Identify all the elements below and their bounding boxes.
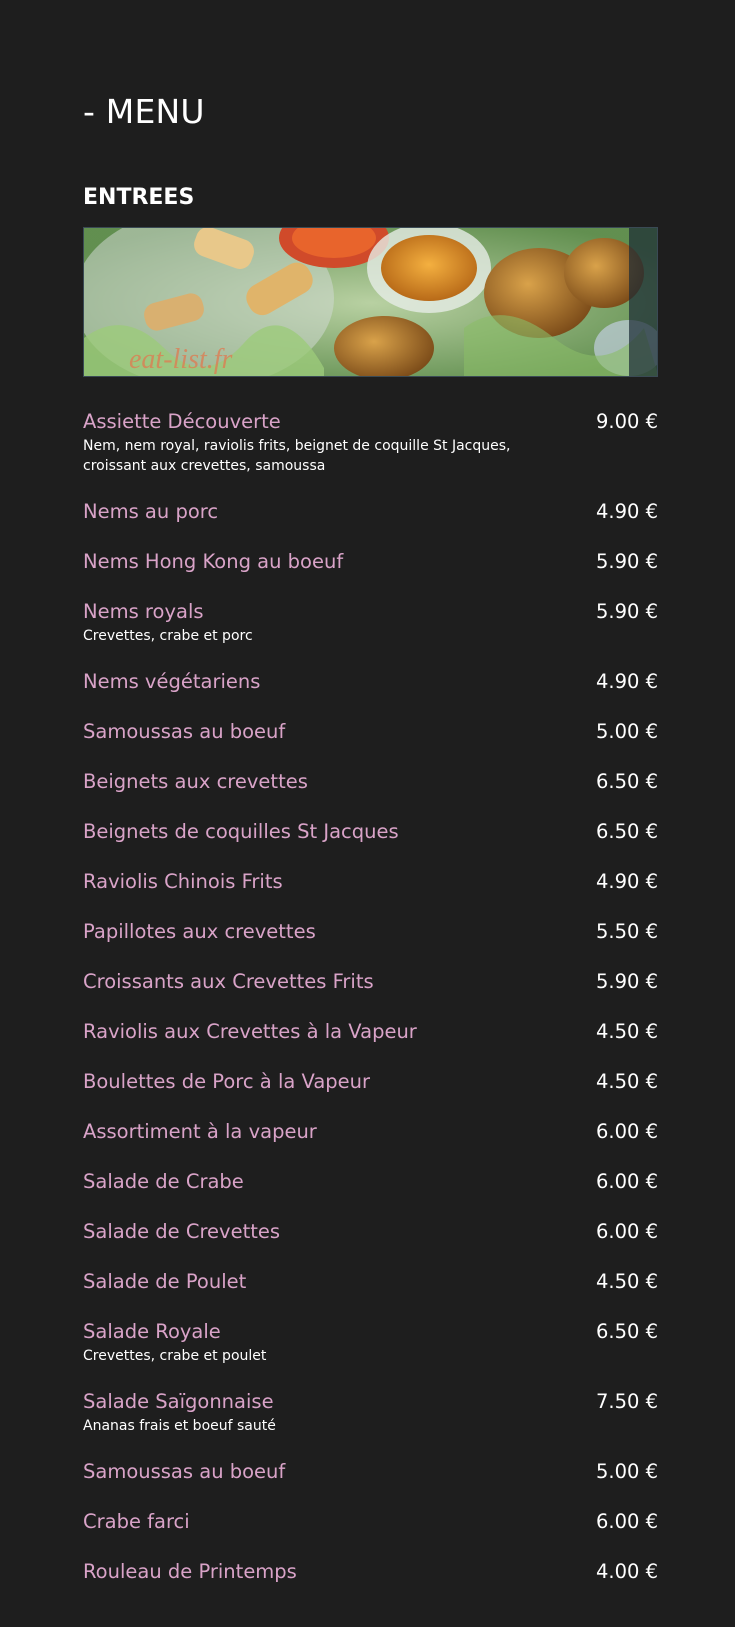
menu-item-price: 6.00 € — [595, 1220, 658, 1243]
menu-item-name: Nems Hong Kong au boeuf — [83, 550, 344, 573]
menu-item-price: 5.90 € — [595, 600, 658, 623]
menu-item-price: 6.00 € — [595, 1120, 658, 1143]
menu-item — [83, 765, 658, 815]
menu-item-description: Crevettes, crabe et poulet — [83, 1348, 267, 1364]
menu-item-name: Beignets de coquilles St Jacques — [83, 820, 399, 843]
menu-item-name: Salade de Crabe — [83, 1170, 244, 1193]
menu-item — [83, 1555, 658, 1605]
menu-item — [83, 1115, 658, 1165]
menu-item — [83, 595, 658, 665]
menu-item-name: Nems au porc — [83, 500, 219, 523]
menu-item — [83, 1015, 658, 1065]
menu-item-price: 4.00 € — [595, 1560, 658, 1583]
menu-item — [83, 715, 658, 765]
page-title: - MENU — [83, 92, 205, 131]
section-title-entrees: ENTREES — [83, 185, 195, 210]
menu-item — [83, 1505, 658, 1555]
menu-item — [83, 405, 658, 495]
menu-items-list — [83, 405, 658, 1605]
menu-item — [83, 1265, 658, 1315]
menu-item-name: Assortiment à la vapeur — [83, 1120, 317, 1143]
menu-item-description: Ananas frais et boeuf sauté — [83, 1418, 276, 1434]
menu-item-price: 5.00 € — [595, 720, 658, 743]
menu-item-price: 6.00 € — [595, 1170, 658, 1193]
menu-item-name: Salade de Crevettes — [83, 1220, 281, 1243]
banner-watermark: eat-list.fr — [129, 344, 233, 375]
menu-item — [83, 915, 658, 965]
menu-item-name: Nems végétariens — [83, 670, 261, 693]
menu-item-description: Crevettes, crabe et porc — [83, 628, 253, 644]
menu-item-price: 6.00 € — [595, 1510, 658, 1533]
menu-item — [83, 865, 658, 915]
menu-item-price: 6.50 € — [595, 770, 658, 793]
menu-item-name: Croissants aux Crevettes Frits — [83, 970, 374, 993]
menu-item-name: Raviolis Chinois Frits — [83, 870, 283, 893]
menu-item — [83, 1315, 658, 1385]
menu-item-name: Assiette Découverte — [83, 410, 281, 433]
menu-item-price: 5.90 € — [595, 550, 658, 573]
menu-item-name: Raviolis aux Crevettes à la Vapeur — [83, 1020, 417, 1043]
menu-item-name: Samoussas au boeuf — [83, 720, 286, 743]
menu-item — [83, 1455, 658, 1505]
menu-item-price: 7.50 € — [595, 1390, 658, 1413]
menu-item — [83, 1065, 658, 1115]
menu-item-name: Papillotes aux crevettes — [83, 920, 316, 943]
menu-item-price: 4.50 € — [595, 1270, 658, 1293]
menu-item-name: Salade de Poulet — [83, 1270, 247, 1293]
menu-item-name: Crabe farci — [83, 1510, 190, 1533]
menu-item — [83, 1215, 658, 1265]
menu-item-price: 6.50 € — [595, 1320, 658, 1343]
menu-item-name: Salade Royale — [83, 1320, 221, 1343]
menu-item-price: 9.00 € — [595, 410, 658, 433]
menu-item — [83, 1385, 658, 1455]
menu-item-price: 4.50 € — [595, 1020, 658, 1043]
menu-item-description: Nem, nem royal, raviolis frits, beignet de coquille St Jacques, croissant aux crevettes, samoussa — [83, 438, 511, 474]
menu-item — [83, 815, 658, 865]
menu-item-price: 5.00 € — [595, 1460, 658, 1483]
menu-item-name: Beignets aux crevettes — [83, 770, 308, 793]
menu-item — [83, 665, 658, 715]
menu-item-name: Salade Saïgonnaise — [83, 1390, 274, 1413]
menu-item — [83, 1165, 658, 1215]
menu-item-name: Nems royals — [83, 600, 204, 623]
menu-item-price: 5.50 € — [595, 920, 658, 943]
menu-item-price: 4.90 € — [595, 500, 658, 523]
menu-item-name: Rouleau de Printemps — [83, 1560, 297, 1583]
menu-item-price: 4.90 € — [595, 670, 658, 693]
entrees-banner-image — [83, 227, 658, 377]
banner-food-photo — [84, 228, 658, 377]
menu-item — [83, 545, 658, 595]
menu-item — [83, 495, 658, 545]
menu-item-price: 6.50 € — [595, 820, 658, 843]
menu-item-price: 4.90 € — [595, 870, 658, 893]
menu-item-price: 5.90 € — [595, 970, 658, 993]
menu-item-name: Samoussas au boeuf — [83, 1460, 286, 1483]
menu-item-name: Boulettes de Porc à la Vapeur — [83, 1070, 371, 1093]
menu-item-price: 4.50 € — [595, 1070, 658, 1093]
menu-item — [83, 965, 658, 1015]
